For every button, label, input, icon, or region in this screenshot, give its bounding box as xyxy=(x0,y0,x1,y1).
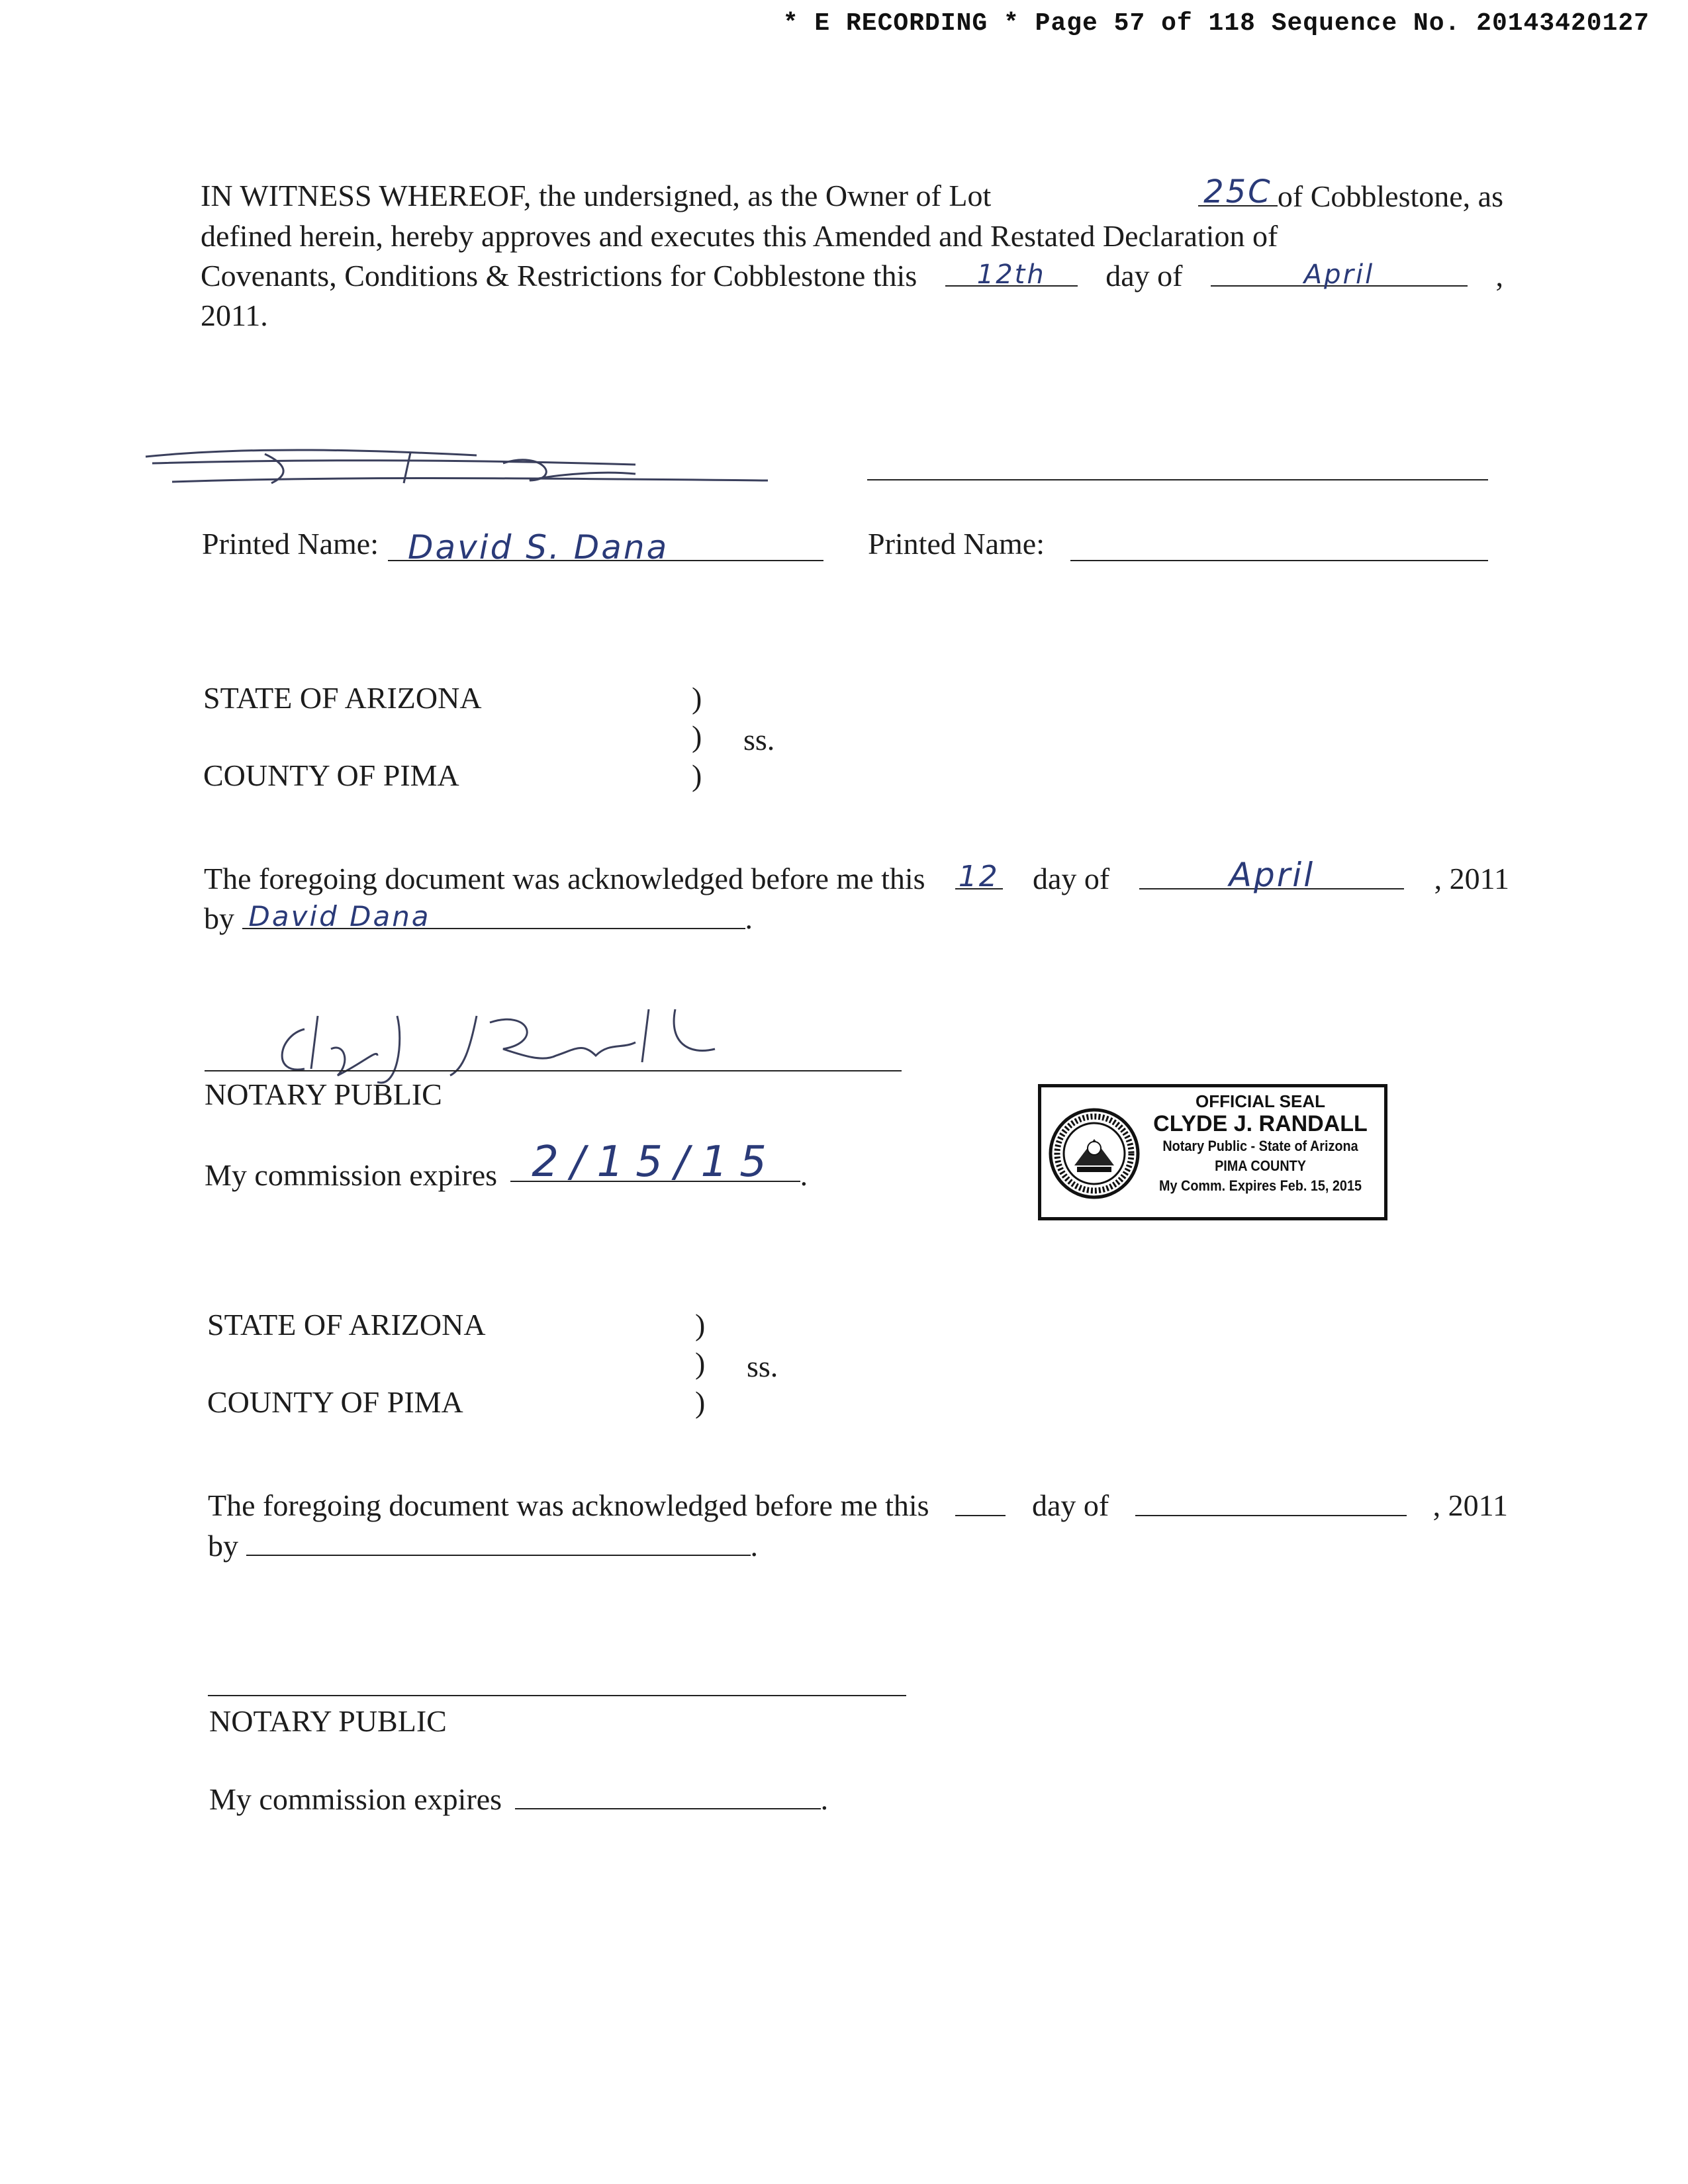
witness-text: , xyxy=(1495,259,1503,293)
seal-line-2: CLYDE J. RANDALL xyxy=(1153,1111,1368,1136)
witness-line-4 xyxy=(201,296,1503,336)
venue-paren: ) xyxy=(692,758,702,792)
commission-end: . xyxy=(800,1158,808,1192)
venue-paren: ) xyxy=(695,1346,706,1380)
ack-month-handwritten: April xyxy=(1229,856,1315,894)
witness-paragraph xyxy=(201,173,1503,336)
printed-name-handwritten: David S. Dana xyxy=(408,528,669,567)
arizona-state-seal-icon xyxy=(1048,1107,1141,1200)
printed-name-label-1: Printed Name: xyxy=(202,527,379,561)
printed-name-blank-1[interactable] xyxy=(388,528,823,567)
ack-by-blank[interactable] xyxy=(242,899,745,933)
venue-ss-1: ss. xyxy=(743,723,775,756)
ack-by-blank[interactable] xyxy=(246,1525,751,1556)
owner-signature-line-2 xyxy=(867,479,1488,480)
by-label: by xyxy=(204,901,234,935)
witness-text: defined herein, hereby approves and executes this Amended and Restated Declaration of xyxy=(201,219,1278,253)
ack-day-blank[interactable] xyxy=(955,1486,1006,1516)
ack-text: The foregoing document was acknowledged before me this xyxy=(208,1488,929,1522)
notary-public-label-2: NOTARY PUBLIC xyxy=(209,1704,447,1738)
ack-text: day of xyxy=(1032,1488,1109,1522)
witness-text: day of xyxy=(1105,259,1183,293)
commission-1 xyxy=(205,1138,808,1195)
commission-date-blank[interactable] xyxy=(515,1779,821,1809)
lot-number-blank[interactable] xyxy=(1198,173,1278,210)
ack-month-blank[interactable] xyxy=(1135,1486,1407,1516)
seal-line-3: Notary Public - State of Arizona xyxy=(1162,1138,1358,1154)
commission-2 xyxy=(209,1779,828,1819)
venue-paren: ) xyxy=(692,681,702,715)
commission-label: My commission expires xyxy=(205,1158,498,1192)
ack-by-1 xyxy=(204,899,753,938)
witness-text: IN WITNESS WHEREOF, the undersigned, as the Owner of Lot xyxy=(201,179,992,212)
lot-field xyxy=(1198,173,1503,216)
recording-header: * E RECORDING * Page 57 of 118 Sequence No. 20143420127 xyxy=(782,9,1650,38)
ack-by-2 xyxy=(208,1525,758,1566)
day-blank[interactable] xyxy=(945,256,1078,290)
seal-text-block xyxy=(1141,1091,1380,1196)
month-blank[interactable] xyxy=(1211,256,1468,290)
by-end: . xyxy=(750,1529,758,1563)
month-handwritten: April xyxy=(1303,259,1375,290)
day-handwritten: 12th xyxy=(976,259,1046,290)
seal-line-4: PIMA COUNTY xyxy=(1215,1158,1306,1174)
seal-line-1: OFFICIAL SEAL xyxy=(1196,1091,1325,1111)
venue-state-2: STATE OF ARIZONA xyxy=(207,1308,486,1342)
lot-number-handwritten: 25C xyxy=(1203,173,1272,210)
acknowledgment-1 xyxy=(204,856,1509,899)
venue-state-1: STATE OF ARIZONA xyxy=(203,681,482,715)
printed-name-blank-2[interactable] xyxy=(1070,560,1488,561)
acknowledgment-2 xyxy=(208,1486,1508,1525)
venue-paren: ) xyxy=(692,719,702,753)
seal-line-5: My Comm. Expires Feb. 15, 2015 xyxy=(1159,1177,1362,1194)
commission-date-handwritten: 2/15/15 xyxy=(532,1138,778,1187)
ack-day-blank[interactable] xyxy=(955,859,1003,893)
printed-name-label-2: Printed Name: xyxy=(868,527,1045,561)
commission-end: . xyxy=(820,1782,829,1816)
ack-text: day of xyxy=(1033,862,1110,895)
venue-paren: ) xyxy=(695,1385,706,1419)
ack-by-handwritten: David Dana xyxy=(248,900,431,933)
by-label: by xyxy=(208,1529,238,1563)
by-end: . xyxy=(745,901,753,935)
commission-label: My commission expires xyxy=(209,1782,502,1816)
notary-public-label-1: NOTARY PUBLIC xyxy=(205,1077,442,1111)
witness-text: 2011. xyxy=(201,298,268,332)
notary-signature-line-1[interactable] xyxy=(205,1070,902,1071)
witness-line-1 xyxy=(201,173,1503,216)
witness-text: Covenants, Conditions & Restrictions for Cobblestone this xyxy=(201,259,917,293)
venue-paren: ) xyxy=(695,1308,706,1342)
witness-line-3 xyxy=(201,256,1503,296)
ack-text: The foregoing document was acknowledged before me this xyxy=(204,862,925,895)
witness-text: of Cobblestone, as xyxy=(1277,179,1503,213)
venue-county-1: COUNTY OF PIMA xyxy=(203,758,459,792)
ack-day-handwritten: 12 xyxy=(958,860,1000,893)
witness-line-2 xyxy=(201,216,1503,256)
commission-date-blank[interactable] xyxy=(510,1138,800,1187)
ack-text: , 2011 xyxy=(1434,862,1509,895)
owner-signature xyxy=(132,437,861,503)
venue-ss-2: ss. xyxy=(747,1349,778,1383)
venue-county-2: COUNTY OF PIMA xyxy=(207,1385,463,1419)
notary-signature-line-2[interactable] xyxy=(208,1695,906,1696)
ack-text: , 2011 xyxy=(1432,1488,1508,1522)
ack-month-blank[interactable] xyxy=(1139,856,1404,894)
official-seal-stamp xyxy=(1038,1084,1387,1220)
